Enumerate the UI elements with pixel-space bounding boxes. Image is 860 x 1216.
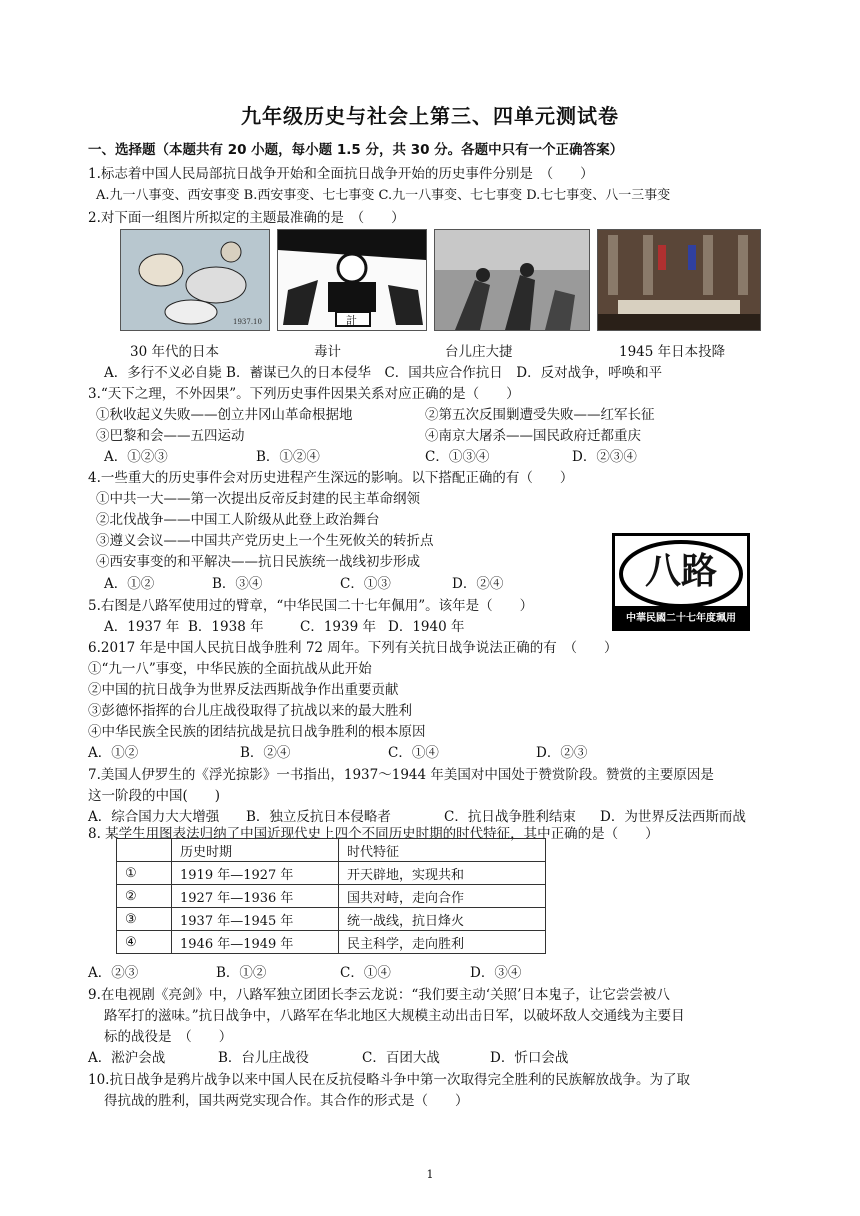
question-3-option-a: A．①②③	[104, 449, 168, 465]
question-6-option-c: C．①④	[388, 745, 439, 761]
cartoon-year: 1937.10	[233, 318, 262, 326]
question-3-option-d: D．②③④	[572, 449, 637, 465]
table-cell: 民主科学，走向胜利	[339, 931, 546, 954]
cartoon-japan-image	[120, 229, 270, 331]
table-cell: ②	[117, 885, 172, 908]
question-10-stem-line-2: 得抗战的胜利，国共两党实现合作。其合作的形式是（ ）	[104, 1093, 469, 1109]
table-row	[117, 885, 546, 908]
question-9-stem-line-3: 标的战役是 （ ）	[104, 1029, 233, 1045]
question-8-stem: 8. 某学生用图表法归纳了中国近现代史上四个不同历史时期的时代特征，其中正确的是（ ）	[88, 826, 659, 842]
history-periods-table	[116, 838, 546, 954]
question-3-item-2: ②第五次反围剿遭受失败——红军长征	[425, 407, 655, 423]
table-header-cell	[117, 839, 172, 862]
poison-plot-image	[277, 229, 427, 331]
table-cell: 1919 年—1927 年	[172, 862, 339, 885]
question-4-option-d: D．②④	[452, 576, 504, 592]
table-row	[117, 908, 546, 931]
caption-1: 30 年代的日本	[130, 344, 219, 360]
question-6-option-a: A．①②	[88, 745, 139, 761]
question-3-item-1: ①秋收起义失败——创立井冈山革命根据地	[96, 407, 353, 423]
armband-text: 八路	[644, 551, 717, 592]
question-1-stem: 1.标志着中国人民局部抗日战争开始和全面抗日战争开始的历史事件分别是 （ ）	[88, 166, 594, 182]
table-row	[117, 862, 546, 885]
caption-2: 毒计	[314, 344, 341, 360]
question-3-item-4: ④南京大屠杀——国民政府迁都重庆	[425, 428, 641, 444]
question-4-option-c: C．①③	[340, 576, 391, 592]
section-heading: 一、选择题（本题共有 20 小题，每小题 1.5 分，共 30 分。各题中只有一个正确答案）	[88, 142, 624, 158]
question-9-stem-line-2: 路军打的滋味。”抗日战争中，八路军在华北地区大规模主动出击日军，以破坏敌人交通线为主要目	[104, 1008, 685, 1024]
table-header-cell: 历史时期	[172, 839, 339, 862]
question-7-option-c: C．抗日战争胜利结束	[444, 809, 576, 825]
question-5-option-d: D．1940 年	[388, 619, 465, 635]
question-6-option-d: D．②③	[536, 745, 588, 761]
question-9-option-a: A．淞沪会战	[88, 1050, 166, 1066]
eighth-route-armband-image	[612, 533, 750, 631]
question-4-item-4: ④西安事变的和平解决——抗日民族统一战线初步形成	[96, 554, 420, 570]
table-cell: 1937 年—1945 年	[172, 908, 339, 931]
question-6-stem: 6.2017 年是中国人民抗日战争胜利 72 周年。下列有关抗日战争说法正确的有 （ ）	[88, 640, 618, 656]
question-5-option-a: A．1937 年	[104, 619, 180, 635]
question-10-stem-line-1: 10.抗日战争是鸦片战争以来中国人民在反抗侵略斗争中第一次取得完全胜利的民族解放战争。为了取	[88, 1072, 690, 1088]
table-cell: 1946 年—1949 年	[172, 931, 339, 954]
question-4-stem: 4.一些重大的历史事件会对历史进程产生深远的影响。以下搭配正确的有（ ）	[88, 470, 574, 486]
poison-plot-sign: 計	[346, 314, 357, 327]
question-9-option-c: C．百团大战	[362, 1050, 440, 1066]
question-4-item-1: ①中共一大——第一次提出反帝反封建的民主革命纲领	[96, 491, 420, 507]
question-2-options: A．多行不义必自毙 B．蓄谋已久的日本侵华 C．国共应合作抗日 D．反对战争，呼唤和平	[104, 365, 663, 381]
armband-caption: 中華民國二十七年度珮用	[626, 613, 736, 624]
question-6-item-2: ②中国的抗日战争为世界反法西斯战争作出重要贡献	[88, 682, 399, 698]
question-3-option-c: C．①③④	[425, 449, 490, 465]
question-8-option-a: A．②③	[88, 965, 139, 981]
page-title: 九年级历史与社会上第三、四单元测试卷	[241, 104, 619, 128]
question-3-stem: 3.“天下之理，不外因果”。下列历史事件因果关系对应正确的是（ ）	[88, 386, 520, 402]
question-1-options: A.九一八事变、西安事变 B.西安事变、七七事变 C.九一八事变、七七事变 D.七七事变、八一三事变	[96, 188, 671, 203]
table-cell: 统一战线，抗日烽火	[339, 908, 546, 931]
question-9-stem-line-1: 9.在电视剧《亮剑》中，八路军独立团团长李云龙说：“我们要主动‘关照’日本鬼子，让它尝尝被八	[88, 987, 670, 1003]
question-8-option-c: C．①④	[340, 965, 391, 981]
question-7-stem-line-1: 7.美国人伊罗生的《浮光掠影》一书指出，1937～1944 年美国对中国处于赞赏阶段。赞赏的主要原因是	[88, 767, 714, 783]
table-cell: 开天辟地，实现共和	[339, 862, 546, 885]
question-9-option-b: B．台儿庄战役	[218, 1050, 309, 1066]
caption-4: 1945 年日本投降	[619, 344, 726, 360]
question-6-item-4: ④中华民族全民族的团结抗战是抗日战争胜利的根本原因	[88, 724, 426, 740]
question-6-item-1: ①“九一八”事变，中华民族的全面抗战从此开始	[88, 661, 372, 677]
table-row	[117, 931, 546, 954]
question-3-option-b: B．①②④	[256, 449, 320, 465]
question-7-option-a: A．综合国力大大增强	[88, 809, 220, 825]
question-4-option-a: A．①②	[104, 576, 155, 592]
table-cell: 国共对峙，走向合作	[339, 885, 546, 908]
question-5-option-b: B．1938 年	[188, 619, 264, 635]
table-cell: ③	[117, 908, 172, 931]
question-7-option-d: D．为世界反法西斯而战	[600, 809, 746, 825]
question-7-option-b: B．独立反抗日本侵略者	[246, 809, 391, 825]
question-4-item-2: ②北伐战争——中国工人阶级从此登上政治舞台	[96, 512, 380, 528]
japan-surrender-image	[597, 229, 761, 331]
question-8-option-d: D．③④	[470, 965, 522, 981]
table-cell: ①	[117, 862, 172, 885]
table-header-cell: 时代特征	[339, 839, 546, 862]
question-6-item-3: ③彭德怀指挥的台儿庄战役取得了抗战以来的最大胜利	[88, 703, 412, 719]
question-7-stem-line-2: 这一阶段的中国( )	[88, 788, 221, 804]
question-9-option-d: D．忻口会战	[490, 1050, 569, 1066]
table-cell: ④	[117, 931, 172, 954]
question-4-option-b: B．③④	[212, 576, 263, 592]
question-6-option-b: B．②④	[240, 745, 291, 761]
table-cell: 1927 年—1936 年	[172, 885, 339, 908]
question-5-option-c: C．1939 年	[300, 619, 376, 635]
taierzhuang-image	[434, 229, 590, 331]
question-8-option-b: B．①②	[216, 965, 267, 981]
question-2-stem: 2.对下面一组图片所拟定的主题最准确的是 （ ）	[88, 210, 405, 226]
page-number: 1	[426, 1168, 434, 1181]
question-5-stem: 5.右图是八路军使用过的臂章，“中华民国二十七年佩用”。该年是（ ）	[88, 598, 534, 614]
caption-3: 台儿庄大捷	[445, 344, 513, 360]
question-4-item-3: ③遵义会议——中国共产党历史上一个生死攸关的转折点	[96, 533, 434, 549]
question-3-item-3: ③巴黎和会——五四运动	[96, 428, 245, 444]
table-header-row	[117, 839, 546, 862]
